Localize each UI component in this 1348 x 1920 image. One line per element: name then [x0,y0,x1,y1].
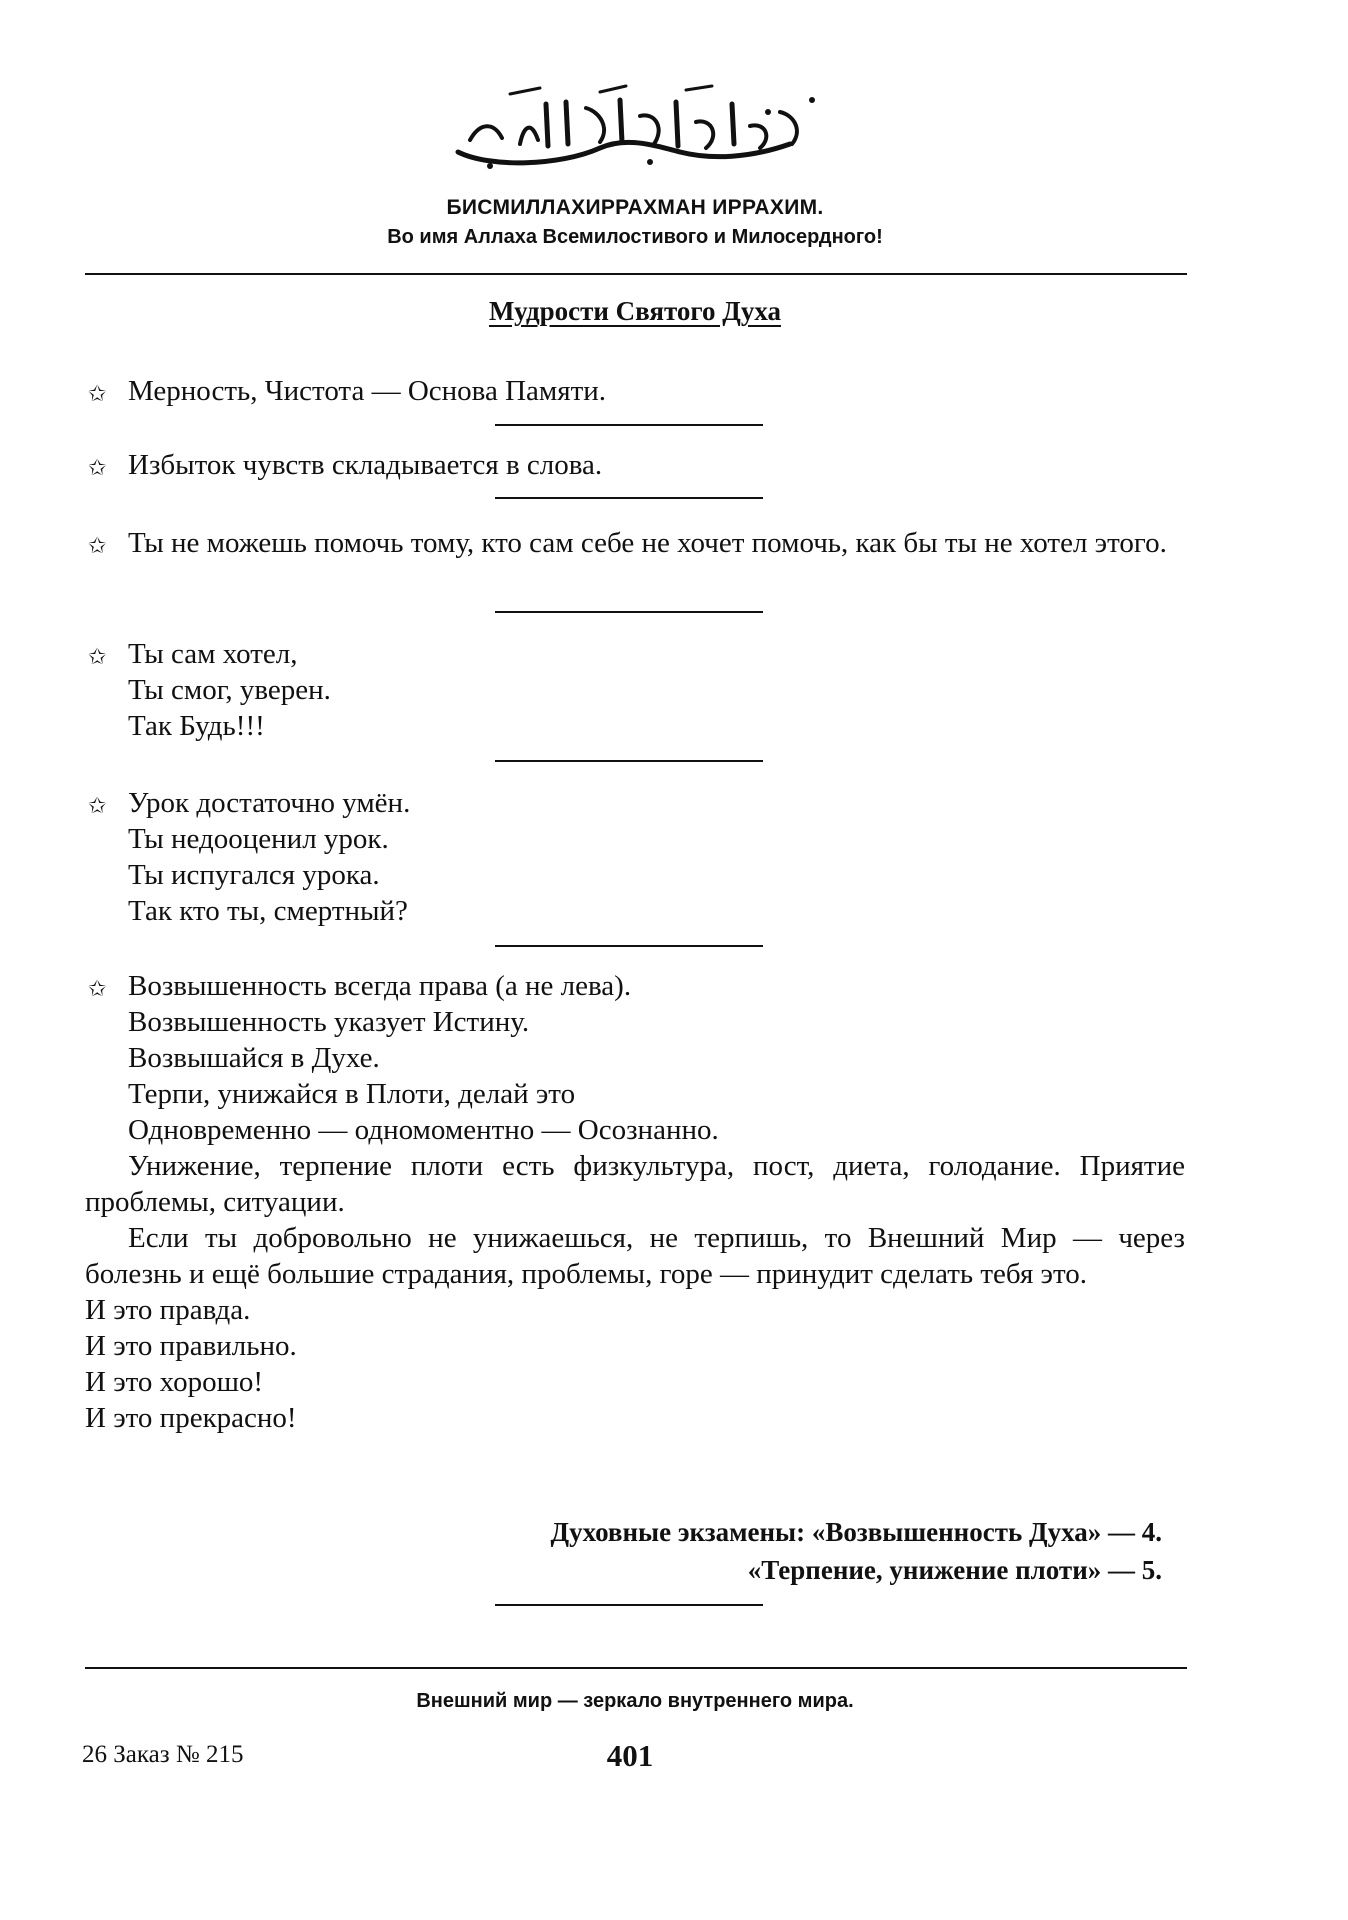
header-rule [85,273,1187,275]
exam-result-2: «Терпение, унижение плоти» — 5. [747,1555,1162,1585]
entry-paragraph: Унижение, терпение плоти есть физкультура, пост, диета, голодание. Приятие проблемы, ситуации. [85,1150,1185,1218]
wisdom-entry-3 [85,525,1185,561]
basmala-transliteration: БИСМИЛЛАХИРРАХМАН ИРРАХИМ. [446,196,824,219]
wisdom-entry-2 [85,447,1185,483]
star-icon: ✩ [88,645,107,670]
star-icon: ✩ [88,534,107,559]
wisdom-entry-4 [85,636,1185,744]
entry-line: Ты недооценил урок. [128,823,389,855]
star-icon: ✩ [88,456,107,481]
wisdom-entry-6 [85,968,1185,1436]
page-number: 401 [606,1738,654,1773]
entry-line: Возвышенность всегда права (а не лева). [128,970,632,1002]
entry-line: Ты испугался урока. [128,859,380,891]
basmala-translation: Во имя Аллаха Всемилостивого и Милосердного! [387,226,883,248]
entry-line: Мерность, Чистота — Основа Памяти. [128,375,607,407]
entry-separator [495,760,763,762]
entry-separator [495,424,763,426]
entry-closing-line: И это хорошо! [85,1366,264,1398]
entry-separator [495,497,763,499]
entry-line: Избыток чувств складывается в слова. [128,449,603,481]
star-icon: ✩ [88,382,107,407]
entry-line: Возвышайся в Духе. [128,1042,380,1074]
basmala-calligraphy [450,82,830,174]
entry-line: Одновременно — одномоментно — Осознанно. [128,1114,719,1146]
entry-line: Так Будь!!! [128,710,265,742]
entry-closing-line: И это правильно. [85,1330,297,1362]
entry-closing-line: И это прекрасно! [85,1402,297,1434]
entry-separator [495,1604,763,1606]
entry-line: Так кто ты, смертный? [128,895,408,927]
footer-motto: Внешний мир — зеркало внутреннего мира. [416,1690,854,1712]
star-icon: ✩ [88,794,107,819]
entry-separator [495,611,763,613]
page-title: Мудрости Святого Духа [489,296,781,326]
entry-paragraph: Если ты добровольно не унижаешься, не терпишь, то Внешний Мир — через болезнь и ещё большие страдания, проблемы, горе — принудит сделать тебя это. [85,1222,1185,1290]
entry-separator [495,945,763,947]
wisdom-entry-5 [85,785,1185,929]
entry-line: Ты смог, уверен. [128,674,331,706]
footer-rule [85,1667,1187,1669]
star-icon: ✩ [88,977,107,1002]
entry-line: Терпи, унижайся в Плоти, делай это [128,1078,576,1110]
print-order-note: 26 Заказ № 215 [82,1741,244,1768]
wisdom-entry-1 [85,373,1185,409]
entry-line: Урок достаточно умён. [128,787,411,819]
exam-result-1: Духовные экзамены: «Возвышенность Духа» — 4. [550,1517,1162,1547]
entry-closing-line: И это правда. [85,1294,251,1326]
entry-line: Ты не можешь помочь тому, кто сам себе не хочет помочь, как бы ты не хотел этого. [128,527,1167,559]
entry-line: Возвышенность указует Истину. [128,1006,530,1038]
entry-line: Ты сам хотел, [128,638,298,670]
